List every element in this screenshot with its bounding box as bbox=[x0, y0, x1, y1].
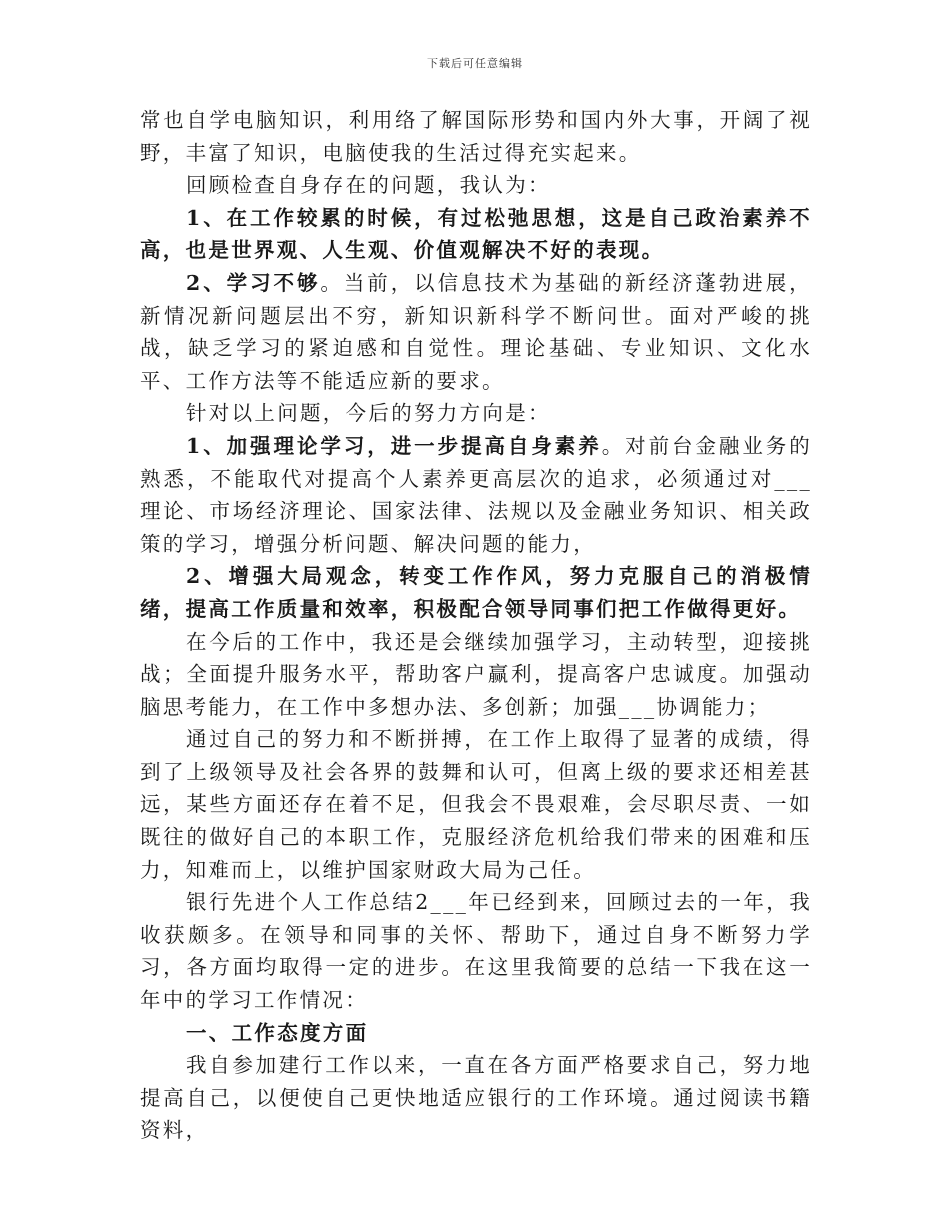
section-heading-lead: 一、工作态度方面 bbox=[186, 1020, 369, 1045]
page-header: 下载后可任意编辑 bbox=[427, 57, 523, 70]
paragraph-6-lead: 1、加强理论学习，进一步提高自身素养 bbox=[186, 433, 602, 458]
paragraph-4 bbox=[140, 267, 812, 397]
paragraph-10-text: 银行先进个人工作总结2___年已经到来，回顾过去的一年，我收获颇多。在领导和同事的关怀、帮助下，通过自身不断努力学习，各方面均取得一定的进步。在这里我简要的总结一下我在这一年中的学习工作情况： bbox=[140, 890, 812, 1013]
paragraph-1 bbox=[140, 104, 812, 169]
paragraph-2 bbox=[140, 169, 812, 202]
paragraph-7-lead: 2、增强大局观念，转变工作作风，努力克服自己的消极情绪，提高工作质量和效率，积极配合领导同事们把工作做得更好。 bbox=[140, 564, 812, 621]
paragraph-4-lead: 2、学习不够 bbox=[186, 270, 321, 295]
paragraph-2-text: 回顾检查自身存在的问题，我认为： bbox=[186, 173, 551, 198]
document-body bbox=[140, 104, 812, 1147]
paragraph-12 bbox=[140, 1049, 812, 1147]
paragraph-5 bbox=[140, 397, 812, 430]
paragraph-7 bbox=[140, 560, 812, 625]
paragraph-5-text: 针对以上问题，今后的努力方向是： bbox=[186, 401, 551, 426]
paragraph-10 bbox=[140, 886, 812, 1016]
paragraph-1-text: 常也自学电脑知识，利用络了解国际形势和国内外大事，开阔了视野，丰富了知识，电脑使我的生活过得充实起来。 bbox=[140, 108, 812, 165]
paragraph-6-text: 。对前台金融业务的熟悉，不能取代对提高个人素养更高层次的追求，必须通过对___理论、市场经济理论、国家法律、法规以及金融业务知识、相关政策的学习，增强分析问题、解决问题的能力， bbox=[140, 433, 813, 556]
paragraph-9 bbox=[140, 723, 812, 886]
paragraph-8-text: 在今后的工作中，我还是会继续加强学习，主动转型，迎接挑战；全面提升服务水平，帮助客户赢利，提高客户忠诚度。加强动脑思考能力，在工作中多想办法、多创新；加强___协调能力； bbox=[140, 629, 812, 719]
paragraph-9-text: 通过自己的努力和不断拼搏，在工作上取得了显著的成绩，得到了上级领导及社会各界的鼓舞和认可，但离上级的要求还相差甚远，某些方面还存在着不足，但我会不畏艰难，会尽职尽责、一如既往的做好自己的本职工作，克服经济危机给我们带来的困难和压力，知难而上，以维护国家财政大局为己任。 bbox=[140, 727, 812, 882]
paragraph-4-text: 。当前，以信息技术为基础的新经济蓬勃进展，新情况新问题层出不穷，新知识新科学不断问世。面对严峻的挑战，缺乏学习的紧迫感和自觉性。理论基础、专业知识、文化水平、工作方法等不能适应新的要求。 bbox=[140, 270, 812, 393]
paragraph-3 bbox=[140, 202, 812, 267]
paragraph-3-lead: 1、在工作较累的时候，有过松弛思想，这是自己政治素养不高，也是世界观、人生观、价值观解决不好的表现。 bbox=[140, 205, 812, 263]
paragraph-6 bbox=[140, 430, 812, 560]
paragraph-8 bbox=[140, 626, 812, 724]
paragraph-12-text: 我自参加建行工作以来，一直在各方面严格要求自己，努力地提高自己，以便使自己更快地适应银行的工作环境。通过阅读书籍资料， bbox=[140, 1053, 812, 1143]
section-heading bbox=[140, 1017, 812, 1050]
